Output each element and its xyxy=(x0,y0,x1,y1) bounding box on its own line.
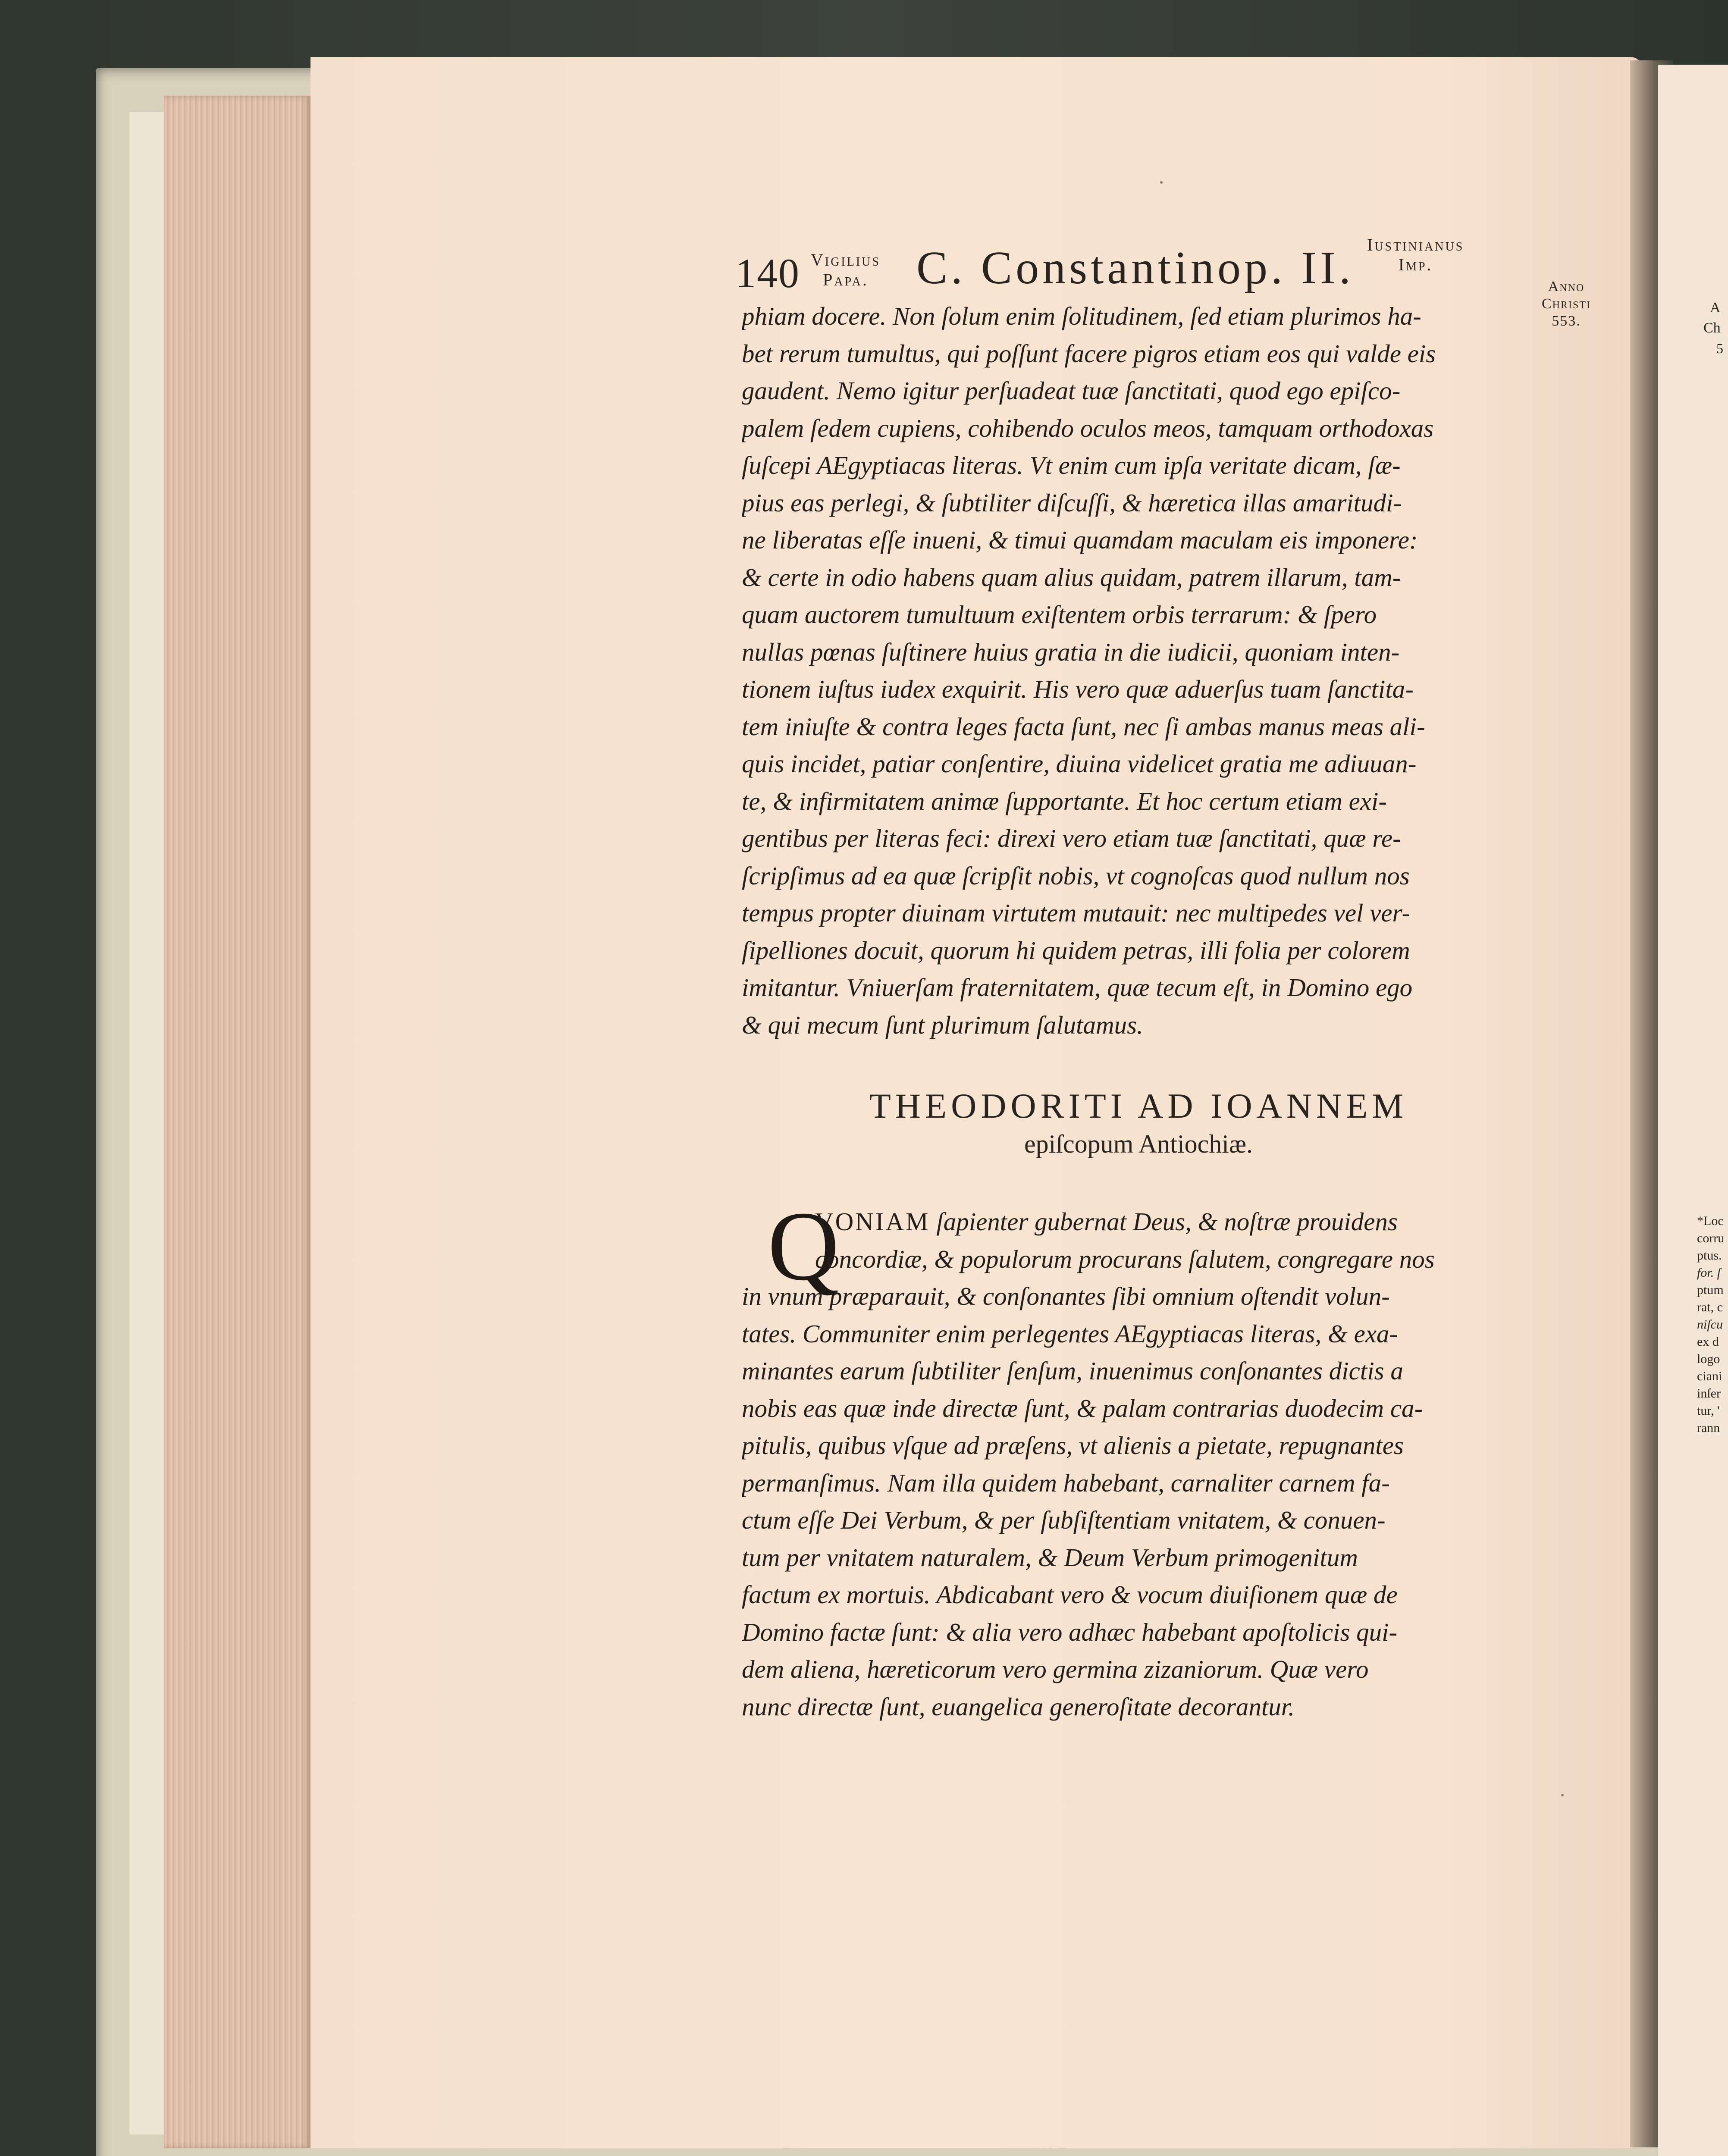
text-line: te, & infirmitatem animæ ſupportante. Et hoc certum etiam exi- xyxy=(742,787,1387,815)
text-line: gaudent. Nemo igitur perſuadeat tuæ ſanctitati, quod ego epiſco- xyxy=(742,376,1401,405)
margin-note-line2: Christi xyxy=(1542,296,1591,312)
header-iustinianus-line2: Imp. xyxy=(1398,255,1433,274)
section-title xyxy=(742,1084,1535,1160)
text-line: pitulis, quibus vſque ad præſens, vt alienis a pietate, repugnantes xyxy=(742,1431,1404,1460)
right-fragment: rann xyxy=(1697,1421,1720,1435)
text-line: quam auctorem tumultuum exiſtentem orbis terrarum: & ſpero xyxy=(742,600,1377,629)
text-line: concordiæ, & populorum procurans ſalutem, congregare nos xyxy=(815,1244,1435,1273)
right-fragment: ciani xyxy=(1697,1369,1722,1383)
right-fragment: inſer xyxy=(1697,1386,1721,1401)
text-line: tum per vnitatem naturalem, & Deum Verbum primogenitum xyxy=(742,1543,1358,1572)
text-line: minantes earum ſubtiliter ſenſum, inuenimus conſonantes dictis a xyxy=(742,1357,1403,1385)
text-line: & certe in odio habens quam alius quidam, patrem illarum, tam- xyxy=(742,563,1401,592)
text-line: palem ſedem cupiens, cohibendo oculos meos, tamquam orthodoxas xyxy=(742,414,1434,442)
text-line: tates. Communiter enim perlegentes AEgyptiacas literas, & exa- xyxy=(742,1319,1398,1348)
opening-word: VONIAM xyxy=(815,1207,930,1236)
page-block-edge xyxy=(164,96,310,2148)
body-text-block-1 xyxy=(742,298,1565,1044)
text-line: factum ex mortuis. Abdicabant vero & vocum diuiſionem quæ de xyxy=(742,1580,1398,1609)
text-line: phiam docere. Non ſolum enim ſolitudinem, ſed etiam plurimos ha- xyxy=(742,302,1421,330)
text-line: gentibus per literas feci: direxi vero etiam tuæ ſanctitati, quæ re- xyxy=(742,824,1401,852)
text-line: nunc directæ ſunt, euangelica generoſitate decorantur. xyxy=(742,1692,1295,1721)
header-vigilius-line1: Vigilius xyxy=(811,250,881,270)
text-line: tem iniuſte & contra leges facta ſunt, nec ſi ambas manus meas ali- xyxy=(742,712,1425,741)
text-line xyxy=(742,1203,1565,1241)
right-fragment: 5 xyxy=(1716,341,1723,356)
header-iustinianus xyxy=(1367,235,1464,275)
text-line: ſuſcepi AEgyptiacas literas. Vt enim cum ipſa veritate dicam, ſæ- xyxy=(742,451,1401,479)
header-iustinianus-line1: Iustinianus xyxy=(1367,235,1465,254)
text-line: ctum eſſe Dei Verbum, & per ſubſiſtentiam vnitatem, & conuen- xyxy=(742,1506,1386,1534)
right-fragment: for. ſ xyxy=(1697,1266,1721,1280)
text-line: imitantur. Vniuerſam fraternitatem, quæ tecum eſt, in Domino ego xyxy=(742,973,1413,1002)
page-speck xyxy=(1160,181,1163,184)
text-line: ſcripſimus ad ea quæ ſcripſit nobis, vt cognoſcas quod nullum nos xyxy=(742,861,1410,890)
header-vigilius xyxy=(811,250,881,290)
right-fragment: A xyxy=(1710,300,1721,316)
text-line: bet rerum tumultus, qui poſſunt facere pigros etiam eos qui valde eis xyxy=(742,339,1436,368)
header-vigilius-line2: Papa. xyxy=(823,270,869,289)
text-line: & qui mecum ſunt plurimum ſalutamus. xyxy=(742,1010,1143,1039)
right-page-edge xyxy=(1658,65,1728,2156)
text-line: ne liberatas eſſe inueni, & timui quamdam maculam eis imponere: xyxy=(742,526,1418,554)
section-title-line1: THEODORITI AD IOANNEM xyxy=(869,1086,1408,1125)
drop-capital: Q xyxy=(768,1191,840,1301)
text-line: in vnum præparauit, & conſonantes ſibi omnium oſtendit volun- xyxy=(742,1282,1390,1310)
text-line: permanſimus. Nam illa quidem habebant, carnaliter carnem fa- xyxy=(742,1468,1390,1497)
margin-note-line3: 553. xyxy=(1552,313,1581,329)
body-text-block-2 xyxy=(742,1191,1565,1725)
right-fragment: rat, c xyxy=(1697,1300,1723,1314)
text-line: nobis eas quæ inde directæ ſunt, & palam contrarias duodecim ca- xyxy=(742,1394,1423,1423)
text-line: tionem iuſtus iudex exquirit. His vero quæ aduerſus tuam ſanctita- xyxy=(742,675,1414,703)
section-title-line2: epiſcopum Antiochiæ. xyxy=(1024,1130,1253,1158)
text-line: quis incidet, patiar conſentire, diuina videlicet gratia me adiuuan- xyxy=(742,749,1417,778)
header-council: C. Constantinop. II. xyxy=(916,242,1354,294)
margin-note-line1: Anno xyxy=(1548,279,1585,295)
text-line: tempus propter diuinam virtutem mutauit: nec multipedes vel ver- xyxy=(742,899,1410,927)
text-line: dem aliena, hæreticorum vero germina zizaniorum. Quæ vero xyxy=(742,1655,1369,1683)
right-fragment: ex d xyxy=(1697,1335,1719,1349)
page-speck xyxy=(1561,1794,1564,1796)
text-line: pius eas perlegi, & ſubtiliter diſcuſſi, & hæretica illas amaritudi- xyxy=(742,488,1402,517)
right-fragment: niſcu xyxy=(1697,1317,1723,1332)
right-fragment: corru xyxy=(1697,1231,1725,1245)
text-line: ſipelliones docuit, quorum hi quidem petras, illi folia per colorem xyxy=(742,936,1410,965)
right-fragment: logo xyxy=(1697,1352,1720,1366)
page-number: 140 xyxy=(735,250,800,296)
right-fragment: *Loc xyxy=(1697,1214,1724,1228)
right-fragment: Ch xyxy=(1703,320,1721,336)
right-fragment: tur, ' xyxy=(1697,1404,1720,1418)
text-line: nullas pœnas ſuſtinere huius gratia in die iudicii, quoniam inten- xyxy=(742,637,1400,666)
text-line-rest: ſapienter gubernat Deus, & noſtræ prouidens xyxy=(936,1207,1398,1236)
endpaper-edge xyxy=(129,112,164,2134)
running-header xyxy=(735,233,1555,302)
text-line: Domino factæ ſunt: & alia vero adhæc habebant apoſtolicis qui- xyxy=(742,1617,1398,1646)
right-fragment: ptus. xyxy=(1697,1248,1722,1263)
right-fragment: ptum xyxy=(1697,1283,1724,1297)
